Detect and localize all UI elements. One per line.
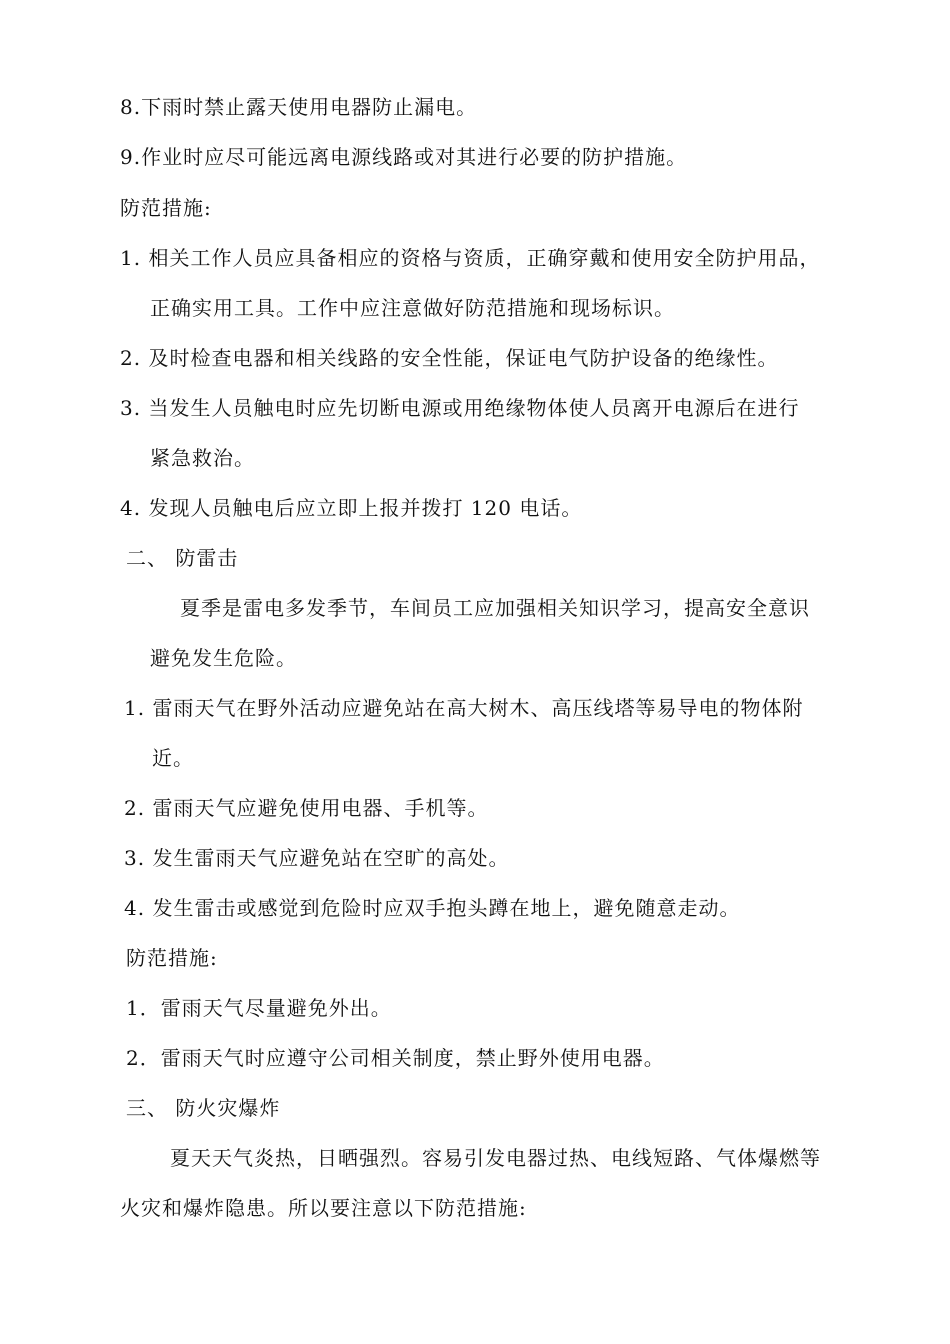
text-line-rain-rule-8: 8.下雨时禁止露天使用电器防止漏电。: [120, 95, 478, 119]
list-item-measure-3-continued: 紧急救治。: [150, 446, 255, 470]
list-item-measure-4: 4. 发现人员触电后应立即上报并拨打 120 电话。: [120, 496, 583, 520]
list-item-measure-3: 3. 当发生人员触电时应先切断电源或用绝缘物体使人员离开电源后在进行: [120, 396, 800, 420]
heading-prevention-measures-2: 防范措施:: [126, 946, 218, 970]
list-item-prevention-1: 1．雷雨天气尽量避免外出。: [126, 996, 392, 1020]
list-item-measure-2: 2. 及时检查电器和相关线路的安全性能，保证电气防护设备的绝缘性。: [120, 346, 779, 370]
list-item-lightning-3: 3. 发生雷雨天气应避免站在空旷的高处。: [124, 846, 510, 870]
list-item-lightning-2: 2. 雷雨天气应避免使用电器、手机等。: [124, 796, 489, 820]
paragraph-fire-intro-continued: 火灾和爆炸隐患。所以要注意以下防范措施:: [120, 1196, 527, 1220]
list-item-lightning-4: 4. 发生雷击或感觉到危险时应双手抱头蹲在地上，避免随意走动。: [124, 896, 741, 920]
paragraph-fire-intro: 夏天天气炎热，日晒强烈。容易引发电器过热、电线短路、气体爆燃等: [170, 1146, 821, 1170]
list-item-lightning-1: 1. 雷雨天气在野外活动应避免站在高大树木、高压线塔等易导电的物体附: [124, 696, 804, 720]
section-heading-lightning: 二、 防雷击: [126, 546, 239, 570]
list-item-measure-1: 1. 相关工作人员应具备相应的资格与资质，正确穿戴和使用安全防护用品，: [120, 246, 821, 270]
paragraph-lightning-intro: 夏季是雷电多发季节，车间员工应加强相关知识学习，提高安全意识: [180, 596, 810, 620]
paragraph-lightning-intro-continued: 避免发生危险。: [150, 646, 297, 670]
list-item-measure-1-continued: 正确实用工具。工作中应注意做好防范措施和现场标识。: [150, 296, 675, 320]
text-line-rule-9: 9.作业时应尽可能远离电源线路或对其进行必要的防护措施。: [120, 145, 688, 169]
list-item-prevention-2: 2．雷雨天气时应遵守公司相关制度，禁止野外使用电器。: [126, 1046, 665, 1070]
list-item-lightning-1-continued: 近。: [152, 746, 194, 770]
section-heading-fire-explosion: 三、 防火灾爆炸: [126, 1096, 281, 1120]
heading-prevention-measures-1: 防范措施:: [120, 196, 212, 220]
